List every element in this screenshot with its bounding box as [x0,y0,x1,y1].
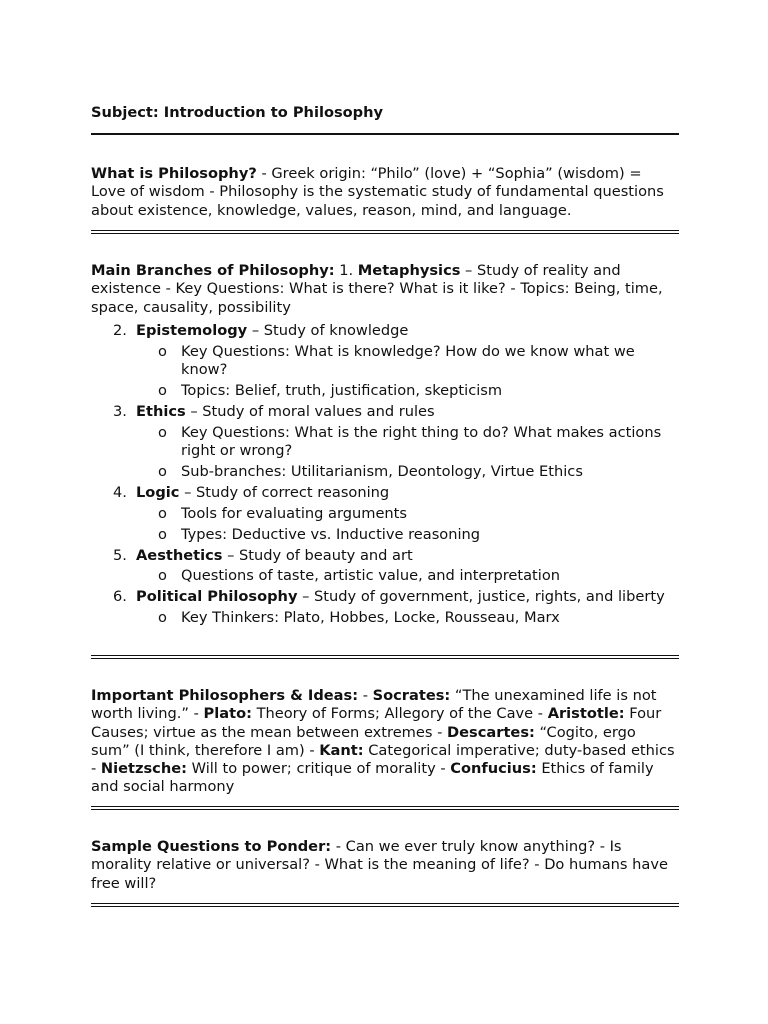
branch-name: Epistemology [136,321,248,339]
main-branches-intro [91,262,679,317]
philosopher-idea: “Cogito, ergo sum” (I think, therefore I am) [91,723,636,759]
philosopher-name: Confucius: [450,760,537,778]
bullet-marker: o [158,567,167,585]
branch-number: 3. [113,402,127,420]
branch-name: Logic [136,483,180,501]
branch-number: 6. [113,588,127,606]
separator: - [432,723,448,741]
separator: - [189,705,204,723]
subpoint-text: Key Questions: What is knowledge? How do we know what we know? [181,342,635,379]
title-divider [91,133,679,135]
subpoint-item [136,424,679,461]
branch-item [91,322,679,400]
branch-number: 4. [113,483,127,501]
branch-item [91,547,679,586]
branch-name: Political Philosophy [136,588,298,606]
bullet-marker: o [158,525,167,543]
branch-subpoints [136,424,679,481]
section-divider [91,903,679,907]
philosopher-idea: Theory of Forms; Allegory of the Cave [251,705,534,723]
document-title: Subject: Introduction to Philosophy [91,104,384,121]
subpoint-text: Sub-branches: Utilitarianism, Deontology, Virtue Ethics [181,462,583,480]
philosopher-name: Aristotle: [547,705,625,723]
philosopher-idea: “The unexamined life is not worth living.” [91,687,657,723]
branch-item [91,588,679,627]
sample-questions-paragraph [91,838,679,893]
separator: - [358,687,373,704]
branch-description: – Study of government, justice, rights, and liberty [297,588,665,606]
subpoint-text: Key Thinkers: Plato, Hobbes, Locke, Rousseau, Marx [181,609,560,627]
section-divider [91,230,679,234]
bullet-marker: o [158,381,167,399]
subpoint-item [136,382,679,400]
bullet-marker: o [158,609,167,627]
what-is-philosophy-text: - Greek origin: “Philo” (love) + “Sophia” (wisdom) = Love of wisdom - Philosophy is the systematic study of fundamental questions about existence, knowledge, values, reason, mind, and language. [91,165,664,219]
branch-subpoints [136,505,679,544]
section-divider [91,806,679,810]
philosophers-heading: Important Philosophers & Ideas: [91,687,359,704]
philosopher-name: Kant: [319,741,364,759]
philosopher-idea: Ethics of family and social harmony [91,760,654,796]
bullet-marker: o [158,423,167,441]
separator: - [533,705,548,723]
branch-subpoints [136,609,679,627]
branch-item [91,403,679,481]
sample-questions-text: - Can we ever truly know anything? - Is morality relative or universal? - What is the meaning of life? - Do humans have free will? [91,838,668,892]
subpoint-text: Types: Deductive vs. Inductive reasoning [181,525,481,543]
branch-number: 2. [113,321,127,339]
bullet-marker: o [158,504,167,522]
branch-subpoints [136,343,679,400]
branch-description: – Study of moral values and rules [185,402,435,420]
branch-name: Metaphysics [357,262,461,279]
sample-questions-section [91,838,679,893]
separator: - [304,741,320,759]
philosopher-name: Nietzsche: [100,760,187,778]
subpoint-item [136,505,679,523]
philosopher-name: Descartes: [447,723,535,741]
branch-description: – Study of beauty and art [222,546,413,564]
branch-description: – Study of correct reasoning [179,483,390,501]
subpoint-text: Questions of taste, artistic value, and interpretation [181,567,561,585]
subpoint-text: Tools for evaluating arguments [181,504,407,522]
branch-description: – Study of reality and existence - Key Questions: What is there? What is it like? - Topics: Being, time, space, causality, possibility [91,262,663,316]
what-is-philosophy-heading: What is Philosophy? [91,165,257,182]
subpoint-item [136,463,679,481]
subpoint-item [136,343,679,380]
bullet-marker: o [158,462,167,480]
bullet-marker: o [158,342,167,360]
branch-subpoints [136,567,679,585]
main-branches-heading: Main Branches of Philosophy: [91,262,335,279]
what-is-philosophy-paragraph [91,165,679,220]
philosophers-paragraph [91,687,679,797]
subpoint-item [136,567,679,585]
philosopher-idea: Will to power; critique of morality [186,760,436,778]
branch-number: 5. [113,546,127,564]
separator: - [435,760,451,778]
philosopher-idea: Four Causes; virtue as the mean between extremes [91,705,662,741]
subpoint-text: Key Questions: What is the right thing to do? What makes actions right or wrong? [181,423,662,460]
subpoint-item [136,526,679,544]
philosopher-name: Socrates: [372,687,451,704]
philosopher-idea: Categorical imperative; duty-based ethics [363,741,675,759]
what-is-philosophy-section [91,165,679,220]
subpoint-item [136,609,679,627]
philosopher-name: Plato: [203,705,252,723]
philosophers-section [91,687,679,797]
subpoint-text: Topics: Belief, truth, justification, skepticism [181,381,503,399]
branch-description: – Study of knowledge [247,321,409,339]
branch-name: Aesthetics [136,546,223,564]
branch-number: 1. [334,262,358,279]
branches-list [91,322,679,628]
separator: - [91,760,101,778]
section-divider [91,655,679,659]
sample-questions-heading: Sample Questions to Ponder: [91,838,332,855]
main-branches-section [91,262,679,627]
branch-name: Ethics [136,402,186,420]
branch-item [91,484,679,544]
